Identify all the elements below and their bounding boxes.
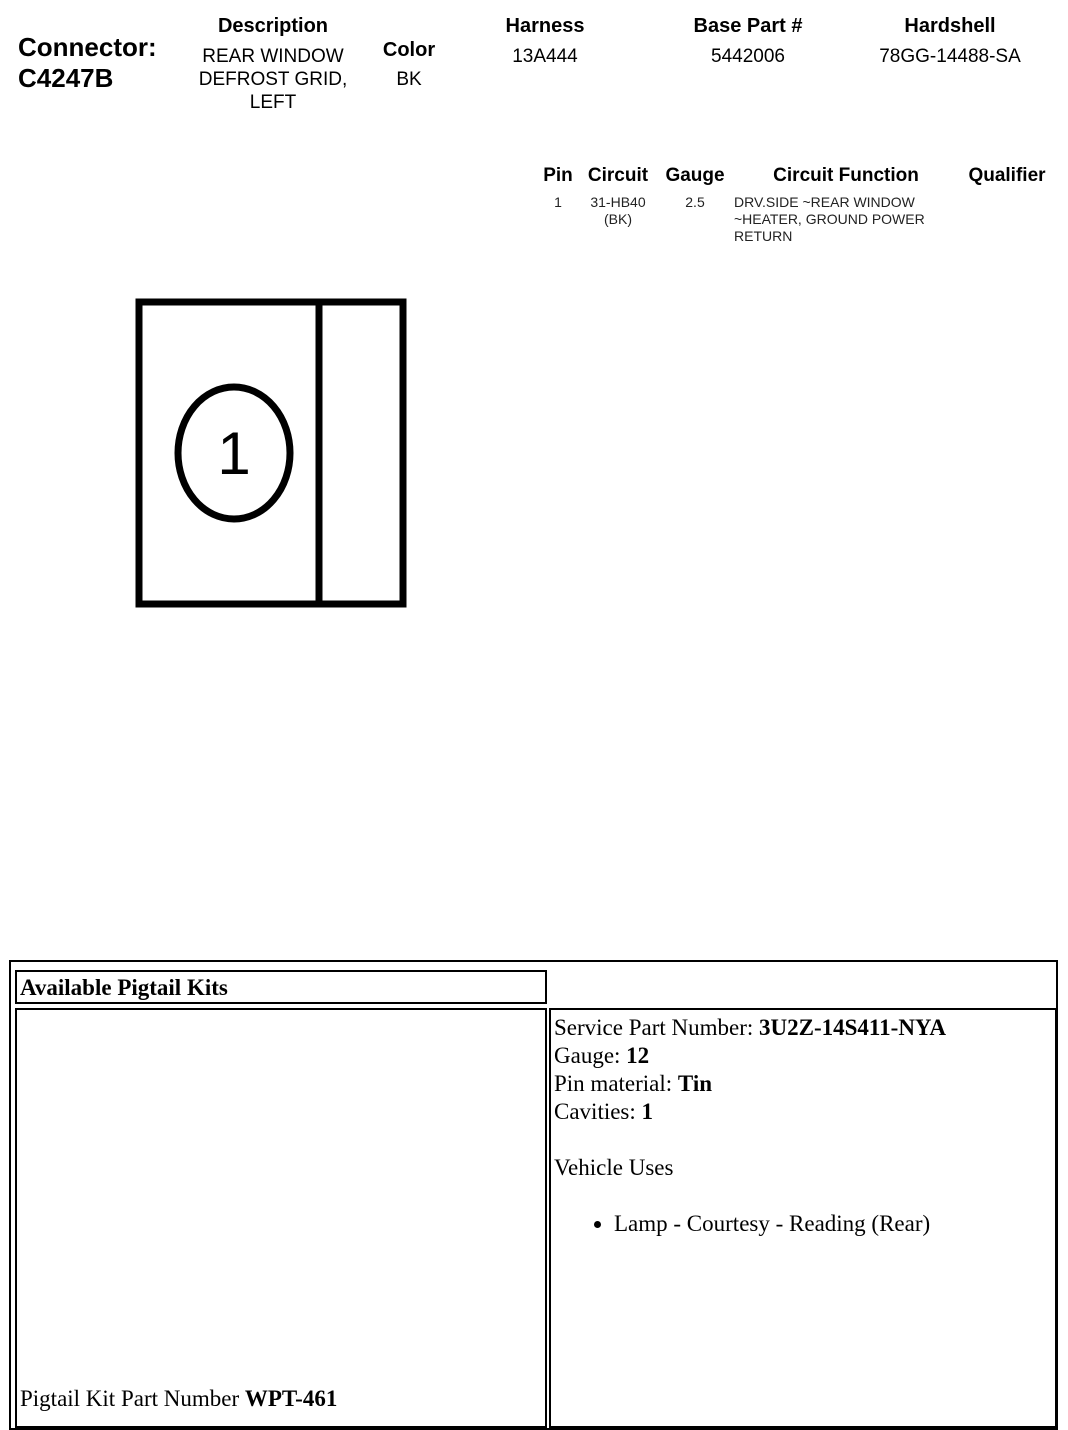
description-value bbox=[180, 45, 366, 114]
cavities-row bbox=[554, 1098, 946, 1126]
function-line: ~HEATER, GROUND POWER bbox=[734, 211, 925, 227]
color-label: Color bbox=[382, 39, 436, 61]
circuit-cell bbox=[582, 194, 654, 228]
circuit-line: (BK) bbox=[604, 211, 632, 227]
vehicle-uses-list bbox=[554, 1210, 946, 1238]
description-line: DEFROST GRID, bbox=[198, 69, 348, 90]
service-part-row bbox=[554, 1014, 946, 1042]
cavities-value: 1 bbox=[641, 1099, 654, 1124]
pigtail-section-title: Available Pigtail Kits bbox=[20, 975, 228, 1000]
circuit-column-header: Circuit bbox=[587, 165, 649, 186]
pin-cell: 1 bbox=[554, 194, 562, 210]
pigtail-kit-part-label: Pigtail Kit Part Number bbox=[20, 1386, 245, 1411]
vehicle-uses-label: Vehicle Uses bbox=[554, 1155, 674, 1180]
pin-material-row bbox=[554, 1070, 946, 1098]
pigtail-image-panel bbox=[15, 1008, 547, 1428]
pigtail-section bbox=[9, 960, 1058, 1430]
pigtail-title-box bbox=[15, 970, 547, 1004]
function-line: DRV.SIDE ~REAR WINDOW bbox=[734, 194, 915, 210]
gauge-value: 12 bbox=[626, 1043, 650, 1068]
gauge-cell: 2.5 bbox=[685, 194, 705, 210]
vehicle-use-item: • Lamp - Courtesy - Reading (Rear) bbox=[614, 1210, 946, 1238]
function-line: RETURN bbox=[734, 228, 793, 244]
hardshell-label: Hardshell bbox=[904, 15, 996, 37]
pigtail-details bbox=[554, 1014, 946, 1238]
circuit-line: 31-HB40 bbox=[590, 194, 646, 210]
color-value: BK bbox=[396, 69, 422, 90]
description-line: REAR WINDOW bbox=[202, 46, 344, 67]
service-part-label: Service Part Number: bbox=[554, 1015, 760, 1040]
hardshell-value: 78GG-14488-SA bbox=[879, 46, 1021, 67]
pin-material-value: Tin bbox=[677, 1071, 713, 1096]
pin-column-header: Pin bbox=[543, 165, 573, 186]
qualifier-column-header: Qualifier bbox=[968, 165, 1046, 186]
harness-value: 13A444 bbox=[512, 46, 578, 67]
harness-label: Harness bbox=[505, 15, 585, 37]
pin-number-label: 1 bbox=[217, 420, 251, 487]
description-line: LEFT bbox=[249, 92, 297, 113]
gauge-label: Gauge: bbox=[554, 1043, 627, 1068]
circuit-function-cell bbox=[734, 194, 964, 245]
gauge-row bbox=[554, 1042, 946, 1070]
base-part-label: Base Part # bbox=[693, 15, 803, 37]
pin-material-label: Pin material: bbox=[554, 1071, 678, 1096]
connector-id: C4247B bbox=[18, 63, 114, 93]
service-part-value: 3U2Z-14S411-NYA bbox=[759, 1015, 947, 1040]
pigtail-details-panel bbox=[549, 1008, 1057, 1428]
description-label: Description bbox=[217, 15, 329, 37]
pigtail-kit-part-number bbox=[20, 1386, 337, 1412]
pigtail-kit-part-value: WPT-461 bbox=[244, 1386, 338, 1411]
connector-title bbox=[18, 32, 157, 94]
circuit-function-column-header: Circuit Function bbox=[773, 165, 919, 186]
connector-face-diagram bbox=[130, 292, 414, 614]
cavities-label: Cavities: bbox=[554, 1099, 642, 1124]
connector-label: Connector: bbox=[18, 32, 157, 62]
gauge-column-header: Gauge bbox=[665, 165, 725, 186]
base-part-value: 5442006 bbox=[711, 46, 785, 67]
